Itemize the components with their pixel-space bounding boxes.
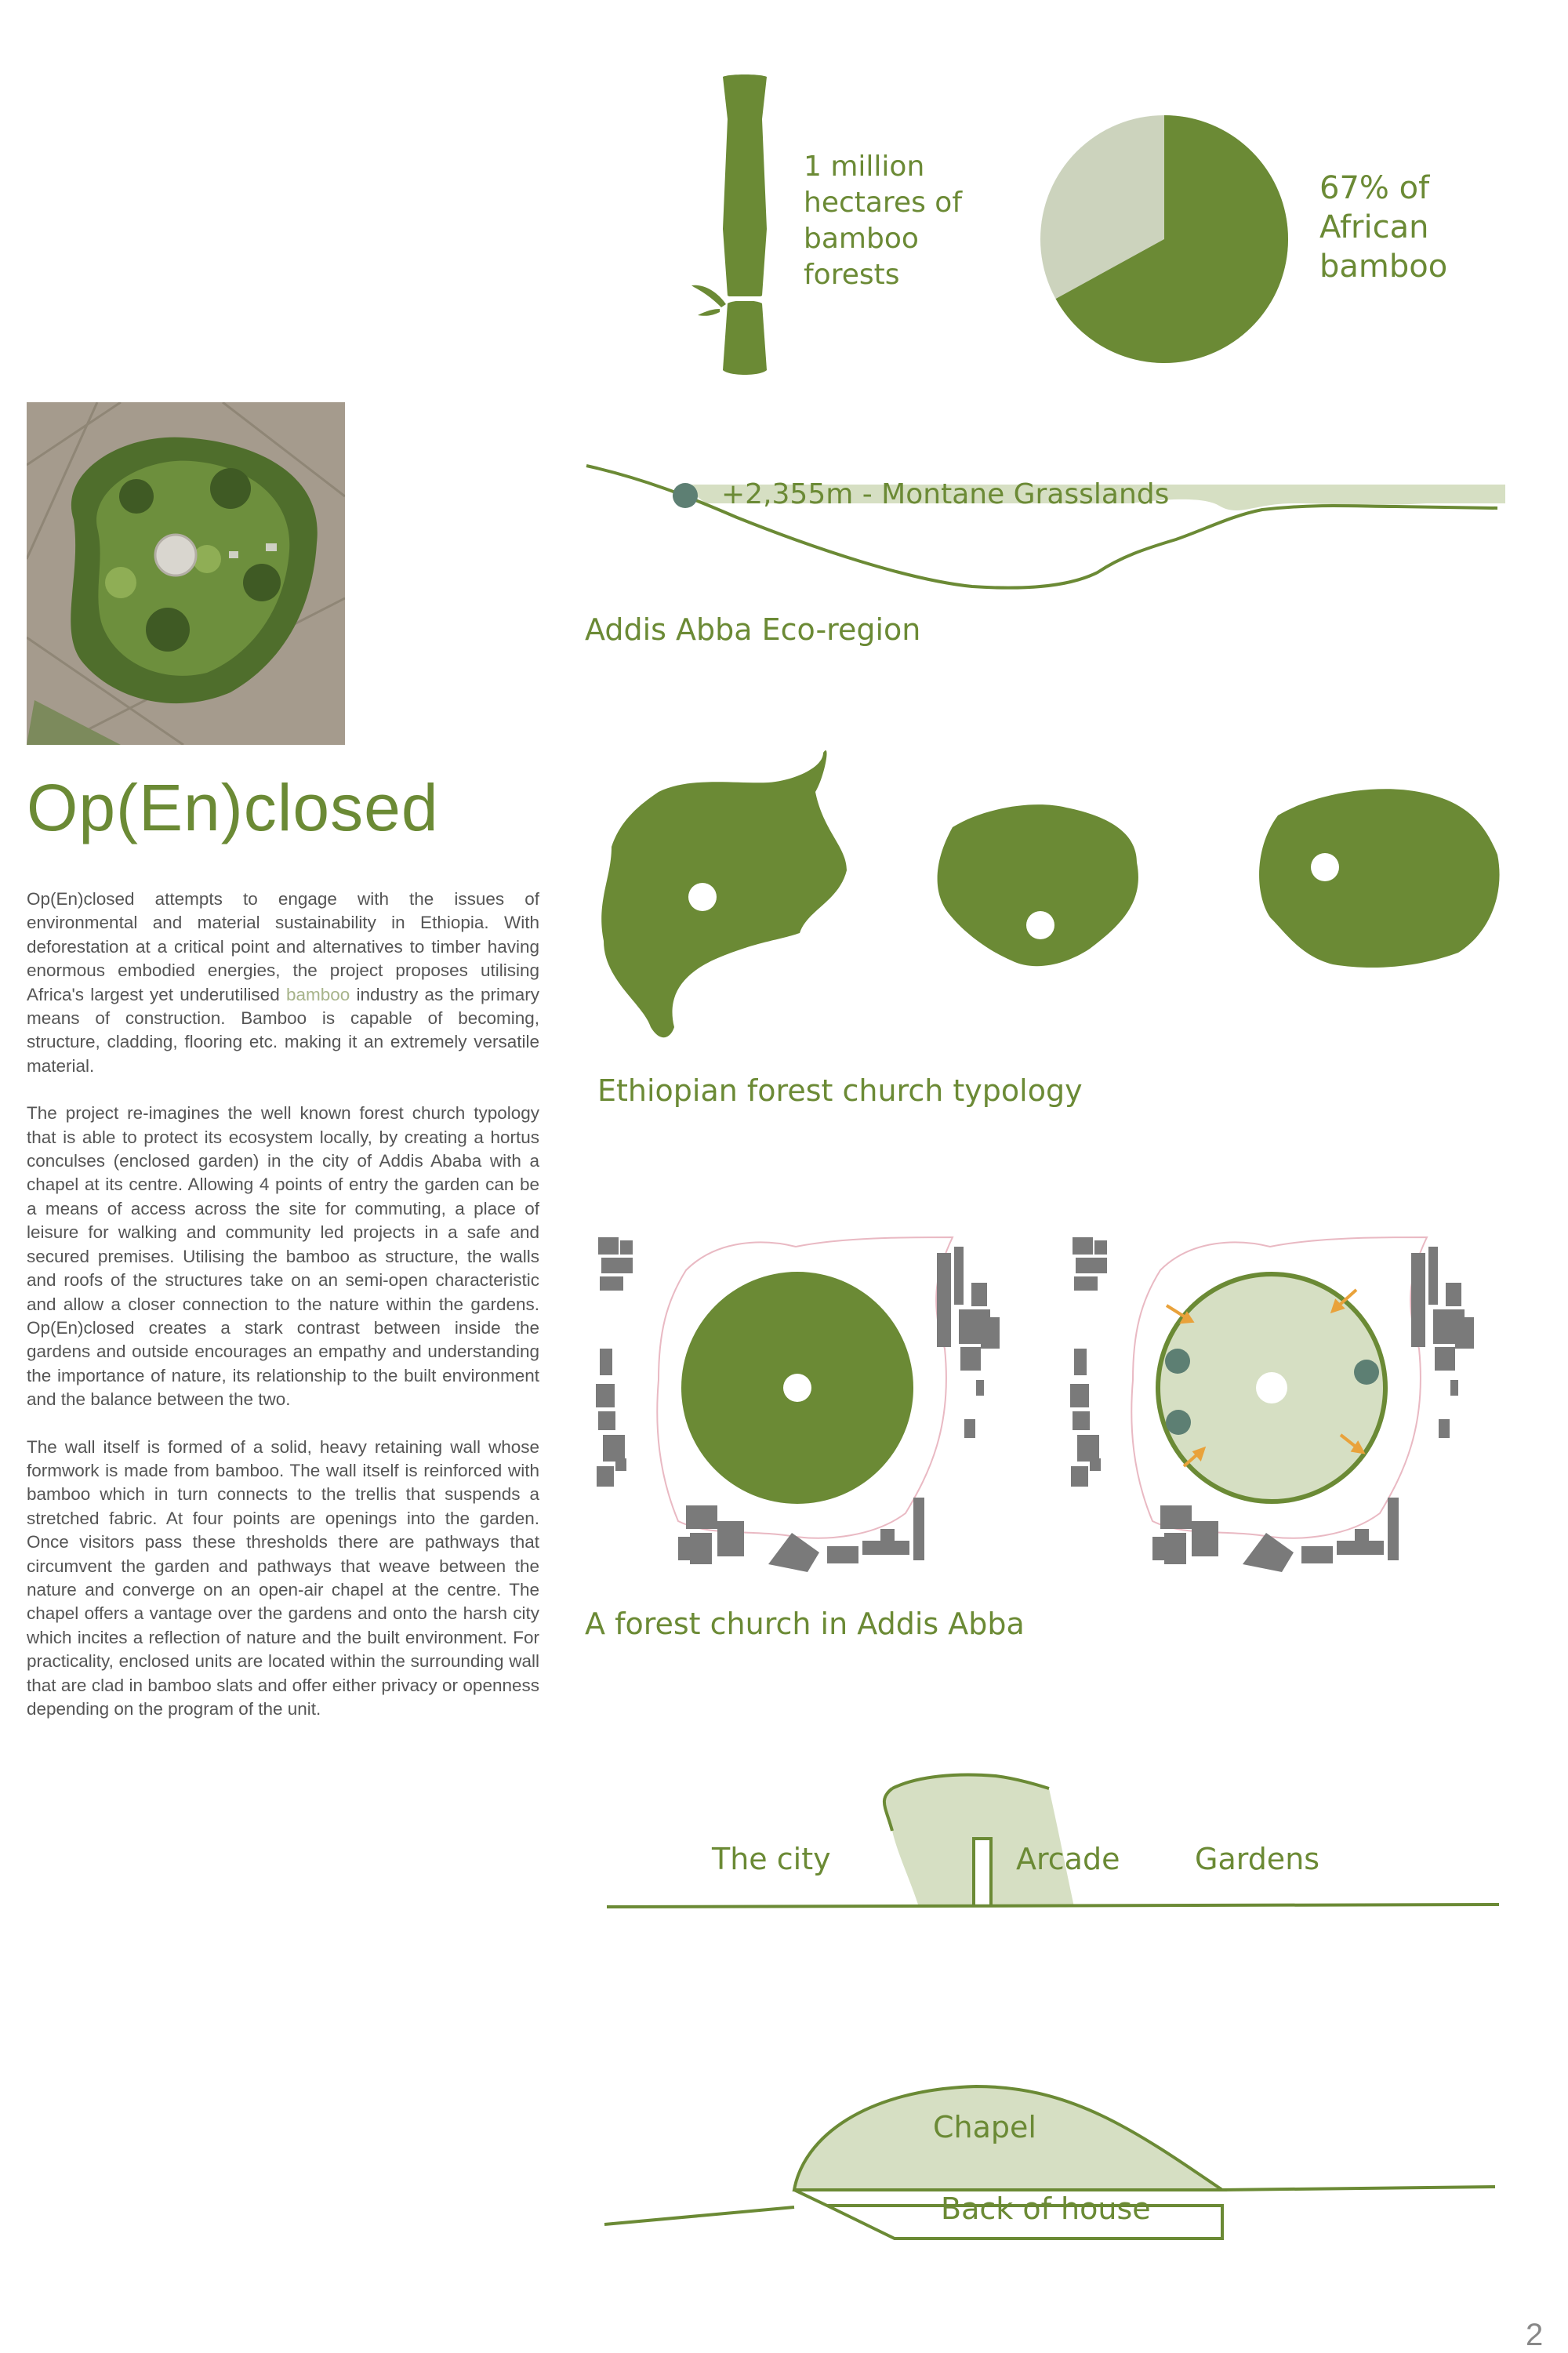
chapel-label: Chapel bbox=[933, 2110, 1036, 2144]
site-plan-before bbox=[592, 1223, 1031, 1584]
gardens-label: Gardens bbox=[1195, 1842, 1320, 1876]
typology-shape-1 bbox=[601, 750, 847, 1037]
bamboo-stalk-icon bbox=[674, 72, 784, 378]
elevation-label: +2,355m - Montane Grasslands bbox=[721, 478, 1170, 510]
eco-region-profile bbox=[580, 455, 1505, 596]
site-plan-after bbox=[1066, 1223, 1505, 1584]
typology-shape-3 bbox=[1259, 789, 1499, 968]
page-number: 2 bbox=[1526, 2318, 1544, 2352]
project-description bbox=[27, 888, 539, 1745]
site-caption: A forest church in Addis Abba bbox=[585, 1607, 1025, 1641]
aerial-photo bbox=[27, 402, 345, 745]
project-title: Op(En)closed bbox=[27, 771, 439, 844]
bamboo-highlight: bamboo bbox=[286, 984, 350, 1004]
arcade-label: Arcade bbox=[1016, 1842, 1120, 1876]
paragraph-3: The wall itself is formed of a solid, heavy retaining wall whose formwork is made from bamboo. The wall itself is reinforced with bamboo which in turn connects to the trellis that suspends a stretched fabric. At four points are openings into the garden. Once visitors pass these thresholds there are pathways that circumvent the garden and pathways that weave between the nature and converge on an open-air chapel at the centre. The chapel offers a vantage over the gardens and onto the harsh city which incites a reflection of nature and the built environment. For practicality, enclosed units are located within the surrounding wall that are clad in bamboo slats and offer either privacy or openness depending on the program of the unit. bbox=[27, 1436, 539, 1719]
city-label: The city bbox=[712, 1842, 831, 1876]
pie-chart bbox=[1039, 114, 1290, 365]
bamboo-stat-text: 1 million hectares of bamboo forests bbox=[804, 151, 962, 291]
typology-shape-2 bbox=[938, 804, 1138, 966]
back-of-house-label: Back of house bbox=[941, 2191, 1151, 2226]
paragraph-1: Op(En)closed attempts to engage with the issues of environmental and material sustainability in Ethiopia. With deforestation at a critical point and alternatives to timber having enormous embodied energies, the project proposes utilising Africa's largest yet underutilised bamboo industry as the primary means of construction. Bamboo is capable of becoming, structure, cladding, flooring etc. making it an extremely versatile material. bbox=[27, 889, 539, 1076]
eco-region-caption: Addis Abba Eco-region bbox=[585, 612, 921, 647]
paragraph-2: The project re-imagines the well known forest church typology that is able to protect its ecosystem locally, by creating a hortus conculses (enclosed garden) in the city of Addis Ababa with a chapel at its centre. Allowing 4 points of entry the garden can be a means of access across the site for commuting, a place of leisure for walking and community led projects in a safe and secured premises. Utilising the bamboo as structure, the walls and roofs of the structures take on an semi-open characteristic and allow a closer connection to the nature within the gardens. Op(En)closed creates a stark contrast between inside the gardens and outside encourages an empathy and understanding the importance of nature, its relationship to the built environment and the balance between the two. bbox=[27, 1103, 539, 1410]
typology-shapes bbox=[596, 745, 1513, 1058]
elevation-marker bbox=[673, 483, 698, 508]
typology-caption: Ethiopian forest church typology bbox=[597, 1073, 1083, 1108]
pie-stat-text: 67% of African bamboo bbox=[1319, 170, 1448, 285]
